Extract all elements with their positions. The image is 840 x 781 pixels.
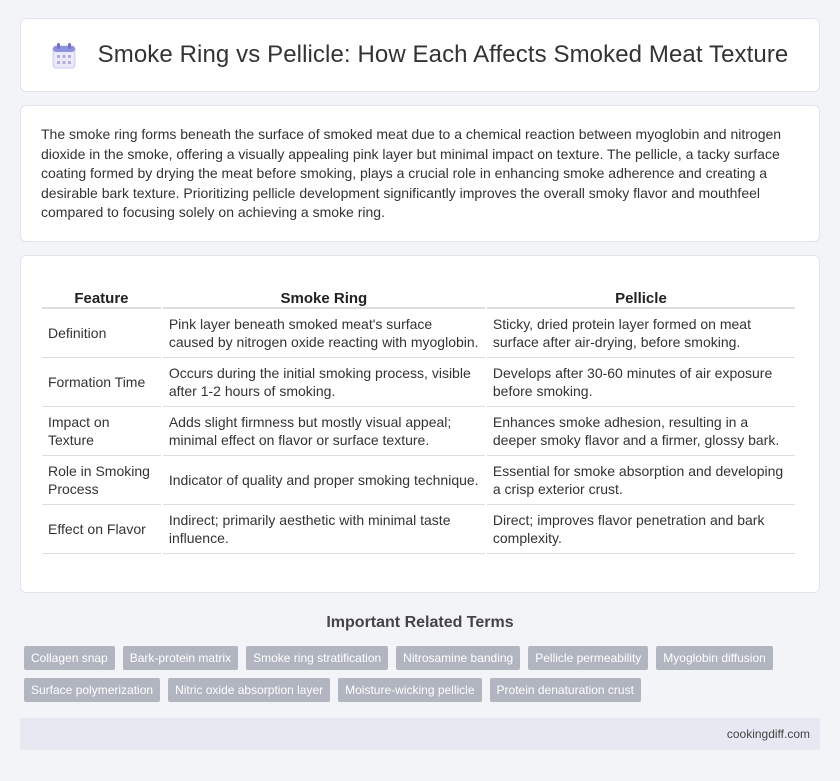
table-row: [42, 505, 795, 554]
column-header: Pellicle: [487, 282, 795, 309]
related-term-tag[interactable]: Collagen snap: [24, 646, 115, 670]
feature-cell: Role in Smoking Process: [42, 456, 161, 505]
smoke-ring-cell: Indicator of quality and proper smoking technique.: [163, 456, 485, 505]
pellicle-cell: Essential for smoke absorption and developing a crisp exterior crust.: [487, 456, 795, 505]
title-card: [20, 18, 820, 92]
pellicle-cell: Direct; improves flavor penetration and bark complexity.: [487, 505, 795, 554]
table-row: [42, 456, 795, 505]
related-term-tag[interactable]: Smoke ring stratification: [246, 646, 388, 670]
related-term-tag[interactable]: Surface polymerization: [24, 678, 160, 702]
smoke-ring-cell: Pink layer beneath smoked meat's surface caused by nitrogen oxide reacting with myoglobin.: [163, 309, 485, 358]
pellicle-cell: Enhances smoke adhesion, resulting in a deeper smoky flavor and a firmer, glossy bark.: [487, 407, 795, 456]
related-term-tag[interactable]: Myoglobin diffusion: [656, 646, 773, 670]
feature-cell: Effect on Flavor: [42, 505, 161, 554]
comparison-table: [40, 282, 797, 554]
smoke-ring-cell: Adds slight firmness but mostly visual appeal; minimal effect on flavor or surface texture.: [163, 407, 485, 456]
table-row: [42, 358, 795, 407]
related-term-tag[interactable]: Moisture-wicking pellicle: [338, 678, 481, 702]
feature-cell: Definition: [42, 309, 161, 358]
feature-cell: Impact on Texture: [42, 407, 161, 456]
related-terms-list: [24, 646, 824, 710]
related-term-tag[interactable]: Nitrosamine banding: [396, 646, 520, 670]
related-term-tag[interactable]: Nitric oxide absorption layer: [168, 678, 330, 702]
related-terms-title: Important Related Terms: [326, 614, 514, 631]
intro-paragraph: The smoke ring forms beneath the surface of smoked meat due to a chemical reaction between myoglobin and nitrogen dioxide in the smoke, offering a visually appealing pink layer but minimal impact on texture. The pellicle, a tacky surface coating formed by drying the meat before smoking, plays a crucial role in enhancing smoke adherence and creating a desirable bark texture. Prioritizing pellicle development significantly improves the overall smoky flavor and mouthfeel compared to focusing solely on achieving a smoke ring.: [41, 126, 782, 220]
intro-card: [20, 105, 820, 242]
footer: [20, 718, 820, 750]
smoke-ring-cell: Occurs during the initial smoking process, visible after 1-2 hours of smoking.: [163, 358, 485, 407]
column-header: Smoke Ring: [163, 282, 485, 309]
page-title: Smoke Ring vs Pellicle: How Each Affects Smoked Meat Texture: [97, 41, 789, 68]
comparison-table-card: [20, 255, 820, 593]
table-row: [42, 309, 795, 358]
related-term-tag[interactable]: Bark-protein matrix: [123, 646, 238, 670]
calendar-icon: [52, 43, 76, 69]
smoke-ring-cell: Indirect; primarily aesthetic with minimal taste influence.: [163, 505, 485, 554]
table-row: [42, 407, 795, 456]
pellicle-cell: Develops after 30-60 minutes of air exposure before smoking.: [487, 358, 795, 407]
column-header: Feature: [42, 282, 161, 309]
table-header-row: [42, 282, 795, 309]
related-term-tag[interactable]: Pellicle permeability: [528, 646, 648, 670]
feature-cell: Formation Time: [42, 358, 161, 407]
pellicle-cell: Sticky, dried protein layer formed on meat surface after air-drying, before smoking.: [487, 309, 795, 358]
site-link[interactable]: cookingdiff.com: [726, 727, 810, 741]
related-term-tag[interactable]: Protein denaturation crust: [490, 678, 641, 702]
